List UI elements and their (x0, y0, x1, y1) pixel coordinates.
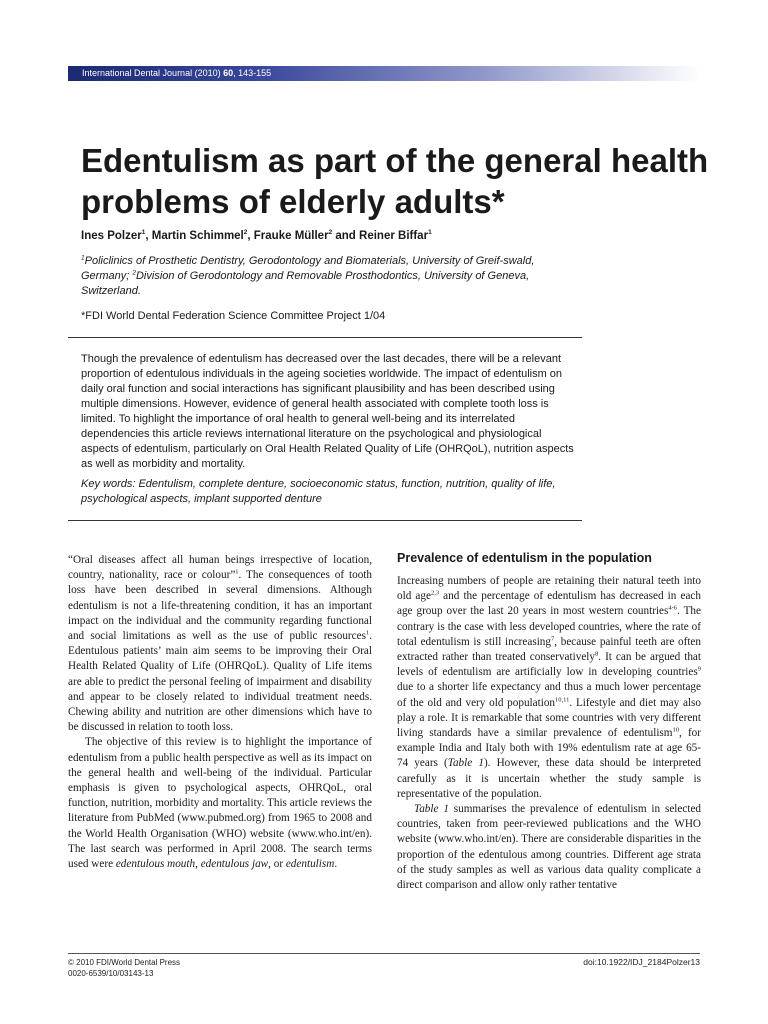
issn-code: 0020-6539/10/03143-13 (68, 969, 154, 978)
text-run: , because painful teeth are often extracted rather than treated conservatively (397, 635, 701, 664)
text-run: . The consequences of tooth loss have been described in several dimensions. Although edentulism is not a life-threatening condition, it has an important impact on the individual and the community regarding functional and social limitations as well as the use of public resources (68, 569, 372, 643)
text-run: . Lifestyle and diet may also play a role. It is remarkable that some countries with very different living standards have a similar prevalence of edentulism (397, 696, 701, 740)
author-separator: and (332, 230, 360, 242)
journal-name: International Dental Journal (2010) (82, 68, 224, 78)
text-run: . The contrary is the case with less developed countries, where the rate of total edentulism is still increasing (397, 605, 701, 648)
author-affiliation-marker: 2 (328, 229, 333, 237)
footer-rule (68, 953, 700, 954)
section-heading: Prevalence of edentulism in the population (397, 551, 652, 565)
abstract-bottom-rule (68, 520, 582, 521)
citation-marker: 8 (595, 650, 599, 658)
abstract: Though the prevalence of edentulism has decreased over the last decades, there will be a relevant proportion of edentulous individuals in the ageing societies worldwide. The impact of edentulism on daily oral function and social interactions has significant plausibility and has been described using multiple dimensions. However, evidence of general health associated with complete tooth loss is limited. To highlight the importance of oral health to general well-being and its interrelated dependencies this article reviews international literature on the psychological and physiological aspects of edentulism, particularly on Oral Health Related Quality of Life (OHRQoL), nutrition aspects as well as morbidity and mortality. (81, 353, 574, 470)
text-run: The objective of this review is to highlight the importance of edentulism from a public health perspective as well as its impact on the general health and well-being of the individual. Particular emphasis is given to psychological aspects, OHRQoL, oral function, nutrition, morbidity and mortality. This article reviews the literature from PubMed (www.pubmed.org) from 1965 to 2008 and the World Health Organisation (WHO) website (www.who.int/en). The last search was performed in April 2008. The search terms used were (68, 736, 372, 871)
author-name: Reiner Biffar (359, 230, 429, 242)
text-run: ). However, these data should be interpreted carefully as it is uncertain whether the study sample is representative of the population. (397, 757, 701, 800)
text-run: “Oral diseases affect all human beings irrespective of location, country, nationality, race or colour” (68, 554, 372, 582)
body-paragraph (397, 574, 701, 802)
citation-marker: 4-6 (668, 604, 678, 612)
author-separator: , (247, 230, 254, 242)
citation-marker: 1 (235, 568, 239, 576)
text-run: . It can be argued that levels of edentulism are artificially low in developing countries (397, 651, 701, 679)
body-paragraph (68, 553, 372, 735)
text-run: due to a shorter life expectancy and thus a much lower percentage of the old and very old population (397, 681, 701, 709)
affiliation-marker: 1 (81, 254, 85, 262)
citation-marker: 1 (365, 629, 370, 637)
keywords: Key words: Edentulism, complete denture, socioeconomic status, function, nutrition, quality of life, psychological aspects, implant supported denture (81, 478, 556, 505)
author-affiliation-marker: 1 (428, 229, 432, 237)
citation-marker: 10,11 (555, 695, 570, 703)
body-paragraph (68, 735, 372, 872)
left-column (68, 553, 372, 872)
author-affiliation-marker: 2 (243, 229, 248, 237)
text-run: Increasing numbers of people are retaining their natural teeth into old age (397, 575, 701, 603)
search-term: edentulism (285, 858, 335, 871)
text-run: , or (268, 858, 286, 871)
journal-pages: , 143-155 (233, 68, 272, 78)
doi: doi:10.1922/IDJ_2184Polzer13 (583, 957, 700, 967)
author-list (81, 230, 681, 242)
text-run: . (334, 858, 338, 871)
author-name: Frauke Müller (253, 230, 329, 242)
article-title: Edentulism as part of the general health problems of elderly adults* (81, 142, 709, 220)
citation-marker: 9 (697, 665, 701, 673)
abstract-top-rule (68, 337, 582, 338)
footer-left (68, 957, 180, 979)
author-name: Ines Polzer (81, 230, 142, 242)
affiliation-text: Policlinics of Prosthetic Dentistry, Gerodontology and Biomaterials, University of Greif-swald, Germany; (81, 255, 535, 282)
author-affiliation-marker: 1 (141, 229, 146, 237)
table-reference: Table 1 (414, 803, 449, 816)
table-reference: Table 1 (447, 757, 484, 770)
text-run: . Edentulous patients’ main aim seems to be improving their Oral Health Related Quality of Life (OHRQoL). Quality of Life items are able to predict the personal feeling of impairment and disability and appear to be closely related to individual treatment needs. Chewing ability and nutrition are other dimensions which have to be discussed in relation to tooth loss. (68, 630, 372, 734)
text-run: summarises the prevalence of edentulism in selected countries, taken from peer-reviewed publications and the WHO website (www.who.int/en). There are considerable disparities in the proportion of the edentulous among countries. Different age strata of the study samples as well as various data quality complicate a direct comparison and allow only rather tentative (397, 803, 701, 892)
journal-volume: 60 (223, 68, 234, 78)
affiliation-marker: 2 (132, 269, 136, 277)
search-term: edentulous mouth (115, 858, 196, 871)
author-separator: , (145, 230, 152, 242)
journal-citation (82, 66, 271, 81)
body-paragraph (397, 802, 701, 893)
copyright-notice: © 2010 FDI/World Dental Press (68, 958, 181, 967)
citation-marker: 2,3 (430, 589, 440, 597)
citation-marker: 10 (672, 726, 679, 734)
affiliations (81, 254, 571, 299)
search-term: edentulous jaw (200, 858, 269, 871)
affiliation-text: Division of Gerodontology and Removable Prosthodontics, University of Geneva, Switzerland. (81, 270, 530, 297)
right-column (397, 574, 701, 893)
text-run: , (195, 858, 201, 871)
author-name: Martin Schimmel (151, 230, 244, 242)
citation-marker: 7 (550, 635, 555, 643)
text-run: , for example India and Italy both with 19% edentulism rate at age 65-74 years ( (397, 727, 702, 770)
project-note: *FDI World Dental Federation Science Committee Project 1/04 (81, 310, 386, 322)
text-run: and the percentage of edentulism has decreased in each age group over the last 20 years in most western countries (397, 590, 701, 618)
